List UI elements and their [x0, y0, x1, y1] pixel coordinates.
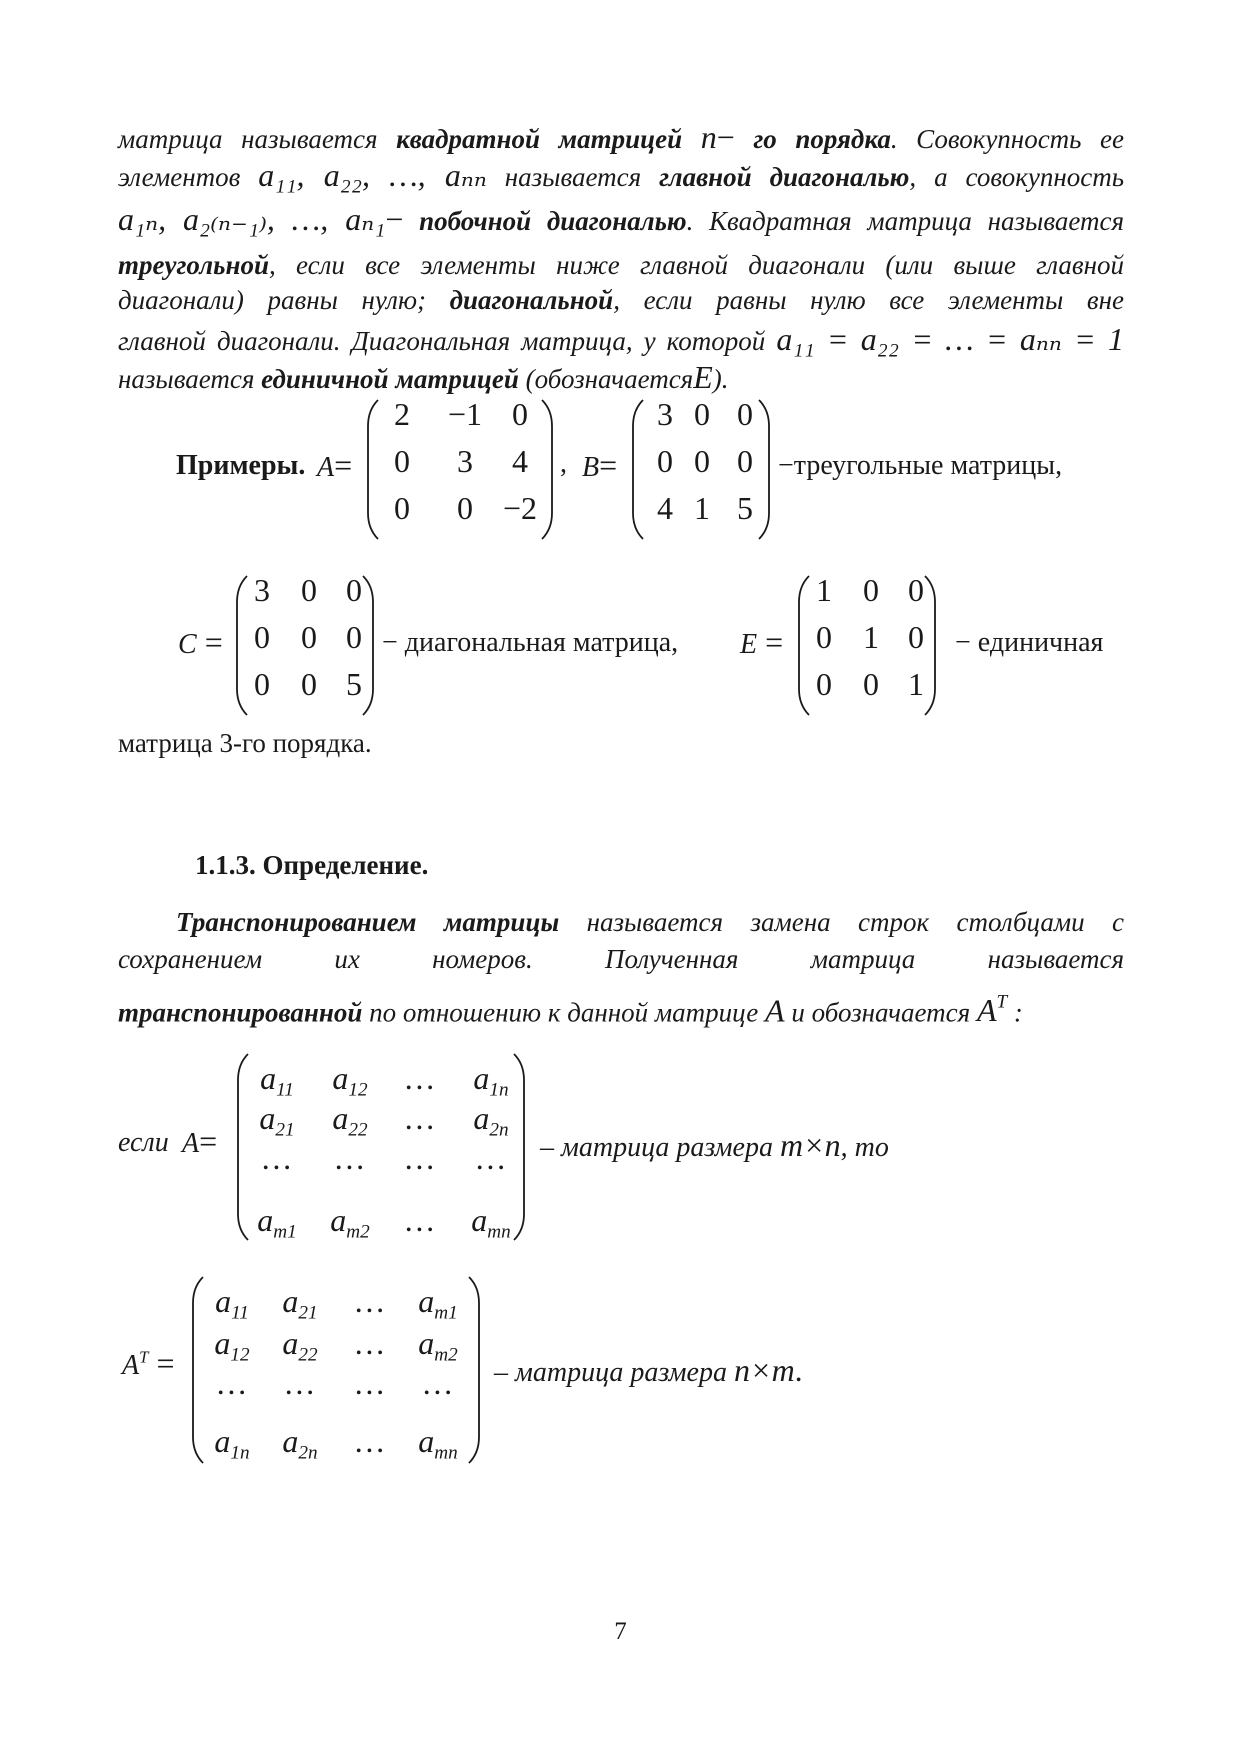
- text: , если все элементы ниже главной диагонали (или выше главной: [268, 250, 1124, 280]
- text: называется: [504, 162, 642, 192]
- matrix-cell: …: [355, 1325, 385, 1361]
- text: называется: [118, 364, 255, 394]
- word: их: [334, 944, 360, 974]
- matrix-A: [365, 398, 555, 541]
- matrix-cell: $a_{11}$: [215, 1283, 249, 1324]
- matrix-cell: …: [405, 1100, 435, 1136]
- term-triangular: треугольной: [118, 250, 269, 280]
- text: :: [1013, 997, 1023, 1028]
- text: диагонали) равны нулю;: [118, 285, 426, 315]
- matrix-cell: $a_{mn}$: [471, 1202, 511, 1243]
- matrix-AT-general: [190, 1275, 482, 1465]
- term-anti-diagonal: побочной диагональю: [419, 206, 687, 236]
- unit-caption: − единичная: [955, 627, 1104, 658]
- matrix-A-general: [235, 1052, 527, 1242]
- math-unit-condition: a₁₁ = a₂₂ = … = aₙₙ = 1: [776, 321, 1125, 357]
- matrix-cell: 5: [737, 490, 753, 526]
- matrix-cell: $a_{12}$: [214, 1325, 250, 1366]
- matrix-cell: $a_{m1}$: [418, 1283, 458, 1324]
- matrix-cell: 0: [863, 666, 879, 702]
- para1-line4: [118, 248, 1124, 282]
- matrix-cell: 0: [816, 666, 832, 702]
- matrix-E: [796, 574, 938, 717]
- matrix-cell: …: [405, 1060, 435, 1096]
- term-transposed: транспонированной: [118, 997, 363, 1028]
- comma: ,: [560, 448, 567, 479]
- term-transposition: Транспонированием матрицы: [176, 907, 560, 937]
- matrix-cell: 0: [512, 396, 528, 432]
- matrix-cell: 0: [254, 666, 270, 702]
- matrix-cell: 0: [908, 572, 924, 608]
- matrix-cell: 3: [657, 396, 673, 432]
- matrix-C-name: C =: [178, 624, 223, 660]
- text: . Квадратная матрица называется: [686, 206, 1125, 236]
- matrix-cell: 0: [816, 619, 832, 655]
- term-unit-matrix: единичной матрицей: [261, 364, 519, 394]
- matrix-cell: $a_{22}$: [282, 1325, 318, 1366]
- matrix-cell: $a_{22}$: [332, 1100, 368, 1141]
- word: номеров.: [432, 944, 533, 974]
- matrix-cell: …: [423, 1365, 453, 1401]
- math-anti-diagonal: a₁ₙ, a₂₍ₙ₋₁₎, …, aₙ₁: [118, 201, 386, 237]
- matrix-A-general-name: A=: [182, 1123, 218, 1159]
- matrix-cell: 0: [457, 490, 473, 526]
- matrix-cell: 1: [816, 572, 832, 608]
- matrix-B: [630, 398, 772, 541]
- matrix-cell: $a_{2n}$: [282, 1423, 318, 1464]
- para1-line6: [118, 322, 1124, 358]
- matrix-A-prefix: если: [118, 1127, 169, 1158]
- matrix-cell: 0: [657, 443, 673, 479]
- matrix-cell: −1: [447, 396, 483, 432]
- matrix-cell: $a_{mn}$: [418, 1423, 458, 1464]
- text: элементов: [118, 162, 241, 192]
- matrix-A-name: A=: [317, 447, 353, 483]
- text: , если равны нулю все элементы вне: [613, 285, 1124, 315]
- matrix-cell: $a_{m2}$: [418, 1325, 458, 1366]
- math-B: B: [582, 452, 600, 483]
- matrix-cell: …: [405, 1140, 435, 1176]
- section-line2: [118, 942, 1124, 976]
- text: матрица называется: [118, 124, 397, 154]
- word: сохранением: [118, 944, 263, 974]
- word: матрица: [810, 944, 916, 974]
- matrix-cell: 0: [346, 619, 362, 655]
- text: по отношению к данной матрице: [369, 997, 759, 1028]
- matrix-B-name: B=: [582, 447, 618, 483]
- matrix-C: [234, 574, 376, 717]
- matrix-cell: $a_{21}$: [282, 1283, 318, 1324]
- text: , а совокупность: [909, 162, 1124, 192]
- matrix-cell: 0: [694, 396, 710, 432]
- matrix-cell: …: [355, 1365, 385, 1401]
- matrix-cell: 0: [908, 619, 924, 655]
- matrix-cell: 0: [254, 619, 270, 655]
- matrix-cell: 1: [908, 666, 924, 702]
- matrix-cell: …: [217, 1365, 247, 1401]
- matrix-cell: $a_{m1}$: [257, 1202, 297, 1243]
- matrix-cell: $a_{11}$: [260, 1060, 294, 1101]
- matrix-AT-size-caption: – матрица размера n×m.: [494, 1352, 803, 1388]
- matrix-cell: …: [285, 1365, 315, 1401]
- matrix-A-size-caption: – матрица размера m×n, то: [540, 1127, 889, 1163]
- unit-caption-continued: матрица 3-го порядка.: [118, 728, 372, 758]
- para1-line3: [118, 202, 1124, 238]
- matrix-cell: …: [405, 1202, 435, 1238]
- text: . Совокупность ее: [890, 124, 1124, 154]
- para1-line7: [118, 360, 729, 396]
- matrix-cell: 3: [457, 443, 473, 479]
- text: главной диагонали. Диагональная матрица, у которой: [118, 326, 766, 356]
- matrix-cell: 0: [863, 572, 879, 608]
- term-diagonal: диагональной: [449, 285, 614, 315]
- math-A: A: [765, 992, 785, 1029]
- math-main-diagonal: a₁₁, a₂₂, …, aₙₙ: [258, 157, 487, 193]
- matrix-cell: 2: [394, 396, 410, 432]
- examples-label: Примеры.: [176, 450, 306, 481]
- matrix-cell: …: [355, 1283, 385, 1319]
- para1-line5: [118, 283, 1124, 317]
- term-order: го порядка: [753, 124, 891, 154]
- para1-line2: [118, 158, 1124, 194]
- section-heading: 1.1.3. Определение.: [195, 850, 429, 880]
- matrix-cell: 3: [254, 572, 270, 608]
- matrix-cell: 0: [301, 619, 317, 655]
- term-main-diagonal: главной диагональю: [659, 162, 910, 192]
- triangular-caption: −треугольные матрицы,: [778, 450, 1063, 481]
- term-square-matrix: квадратной матрицей: [396, 124, 683, 154]
- math-C: C: [178, 629, 197, 660]
- matrix-cell: 0: [737, 396, 753, 432]
- matrix-AT-name: $A^T$ =: [122, 1345, 175, 1381]
- matrix-cell: 1: [863, 619, 879, 655]
- matrix-cell: $a_{1n}$: [473, 1060, 509, 1101]
- math-A-transposed: $A^T$: [976, 992, 1008, 1029]
- matrix-cell: $a_{12}$: [332, 1060, 368, 1101]
- math-minus: −: [716, 119, 735, 155]
- page-number: 7: [614, 1618, 627, 1645]
- matrix-cell: …: [335, 1140, 365, 1176]
- para1-line1: [118, 120, 1124, 156]
- right-paren: [466, 1275, 482, 1465]
- matrix-cell: 0: [394, 490, 410, 526]
- word: Полученная: [605, 944, 739, 974]
- matrix-cell: 0: [301, 666, 317, 702]
- matrix-cell: $a_{2n}$: [473, 1100, 509, 1141]
- matrix-cell: −2: [502, 490, 538, 526]
- math-n-by-m: n×m: [733, 1352, 795, 1388]
- matrix-cell: 1: [694, 490, 710, 526]
- text: и обозначается: [791, 997, 971, 1028]
- text: (обозначается: [525, 364, 694, 394]
- matrix-cell: …: [355, 1423, 385, 1459]
- section-line3: [118, 986, 1023, 1029]
- matrix-cell: 4: [512, 443, 528, 479]
- matrix-cell: …: [476, 1140, 506, 1176]
- math-E: E: [693, 359, 713, 395]
- math-n: n: [700, 119, 717, 155]
- math-m-by-n: m×n: [779, 1127, 841, 1163]
- math-A: A: [317, 452, 335, 483]
- matrix-cell: 5: [346, 666, 362, 702]
- matrix-cell: …: [262, 1140, 292, 1176]
- matrix-cell: 4: [657, 490, 673, 526]
- word: называется: [987, 944, 1125, 974]
- diagonal-caption: − диагональная матрица,: [382, 627, 679, 658]
- matrix-cell: $a_{m2}$: [330, 1202, 370, 1243]
- matrix-cell: 0: [737, 443, 753, 479]
- text: называется замена строк столбцами с: [586, 907, 1125, 937]
- matrix-cell: 0: [346, 572, 362, 608]
- math-dash: −: [385, 201, 404, 237]
- matrix-cell: $a_{21}$: [259, 1100, 295, 1141]
- text: ).: [712, 364, 729, 394]
- section-line1: [118, 905, 1124, 939]
- matrix-cell: 0: [301, 572, 317, 608]
- math-E-name: E: [740, 629, 758, 660]
- matrix-cell: $a_{1n}$: [214, 1423, 250, 1464]
- matrix-cell: 0: [694, 443, 710, 479]
- matrix-E-name: E =: [740, 624, 784, 660]
- matrix-cell: 0: [394, 443, 410, 479]
